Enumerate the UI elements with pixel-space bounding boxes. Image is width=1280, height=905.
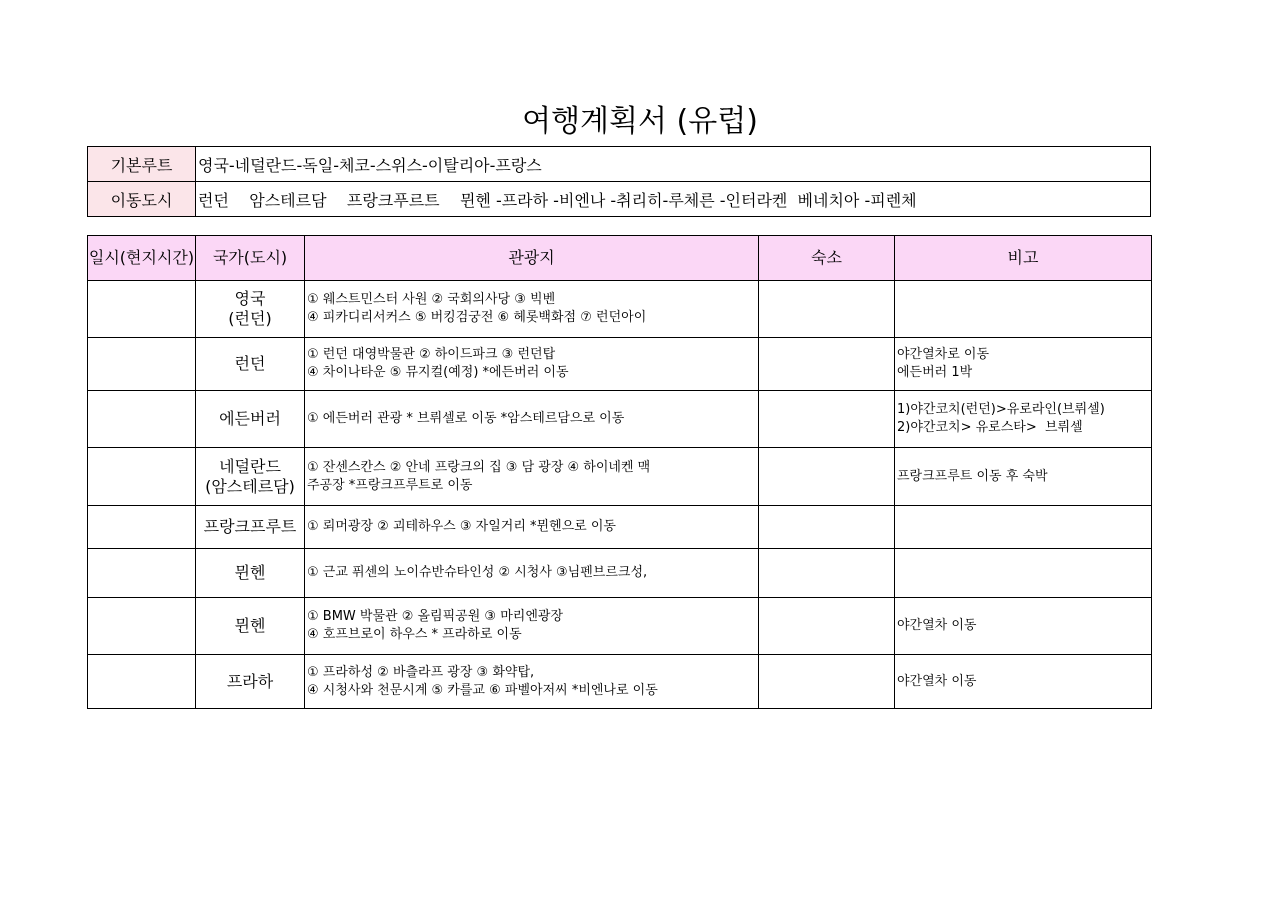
sights-cell: ① BMW 박물관 ② 올림픽공원 ③ 마리엔광장 ④ 호프브로이 하우스 * 프라하로 이동 (305, 598, 759, 655)
country-cell: 뮌헨 (196, 598, 305, 655)
date-cell (88, 549, 196, 598)
date-cell (88, 338, 196, 391)
lodging-cell (759, 448, 895, 506)
notes-cell (895, 506, 1152, 549)
header-country: 국가(도시) (196, 236, 305, 281)
header-lodging: 숙소 (759, 236, 895, 281)
sights-cell: ① 웨스트민스터 사원 ② 국회의사당 ③ 빅벤 ④ 피카디리서커스 ⑤ 버킹검궁전 ⑥ 헤롯백화점 ⑦ 런던아이 (305, 281, 759, 338)
lodging-cell (759, 549, 895, 598)
country-cell: 뮌헨 (196, 549, 305, 598)
table-row (88, 506, 1152, 549)
cities-label: 이동도시 (88, 182, 196, 217)
lodging-cell (759, 338, 895, 391)
table-row (88, 281, 1152, 338)
country-cell: 네덜란드 (암스테르담) (196, 448, 305, 506)
date-cell (88, 598, 196, 655)
table-row (88, 391, 1152, 448)
lodging-cell (759, 506, 895, 549)
notes-cell (895, 549, 1152, 598)
route-row (88, 147, 1151, 182)
cities-row (88, 182, 1151, 217)
lodging-cell (759, 281, 895, 338)
header-sights: 관광지 (305, 236, 759, 281)
lodging-cell (759, 655, 895, 709)
date-cell (88, 655, 196, 709)
table-row (88, 338, 1152, 391)
header-notes: 비고 (895, 236, 1152, 281)
sights-cell: ① 뢰머광장 ② 괴테하우스 ③ 자일거리 *뮌헨으로 이동 (305, 506, 759, 549)
table-row (88, 598, 1152, 655)
date-cell (88, 281, 196, 338)
notes-cell: 1)야간코치(런던)>유로라인(브뤼셀) 2)야간코치> 유로스타> 브뤼셀 (895, 391, 1152, 448)
sights-cell: ① 근교 퓌센의 노이슈반슈타인성 ② 시청사 ③님펜브르크성, (305, 549, 759, 598)
notes-cell: 야간열차로 이동 에든버러 1박 (895, 338, 1152, 391)
table-row (88, 655, 1152, 709)
date-cell (88, 506, 196, 549)
route-label: 기본루트 (88, 147, 196, 182)
date-cell (88, 448, 196, 506)
route-info-table (87, 146, 1151, 217)
route-value: 영국-네덜란드-독일-체코-스위스-이탈리아-프랑스 (196, 147, 1151, 182)
page-title: 여행계획서 (유럽) (522, 104, 758, 139)
country-cell: 프라하 (196, 655, 305, 709)
country-cell: 에든버러 (196, 391, 305, 448)
sights-cell: ① 런던 대영박물관 ② 하이드파크 ③ 런던탑 ④ 차이나타운 ⑤ 뮤지컬(예정) *에든버러 이동 (305, 338, 759, 391)
cities-value: 런던 암스테르담 프랑크푸르트 뮌헨 -프라하 -비엔나 -취리히-루체른 -인터라켄 베네치아 -피렌체 (196, 182, 1151, 217)
notes-cell (895, 281, 1152, 338)
country-cell: 런던 (196, 338, 305, 391)
date-cell (88, 391, 196, 448)
notes-cell: 프랑크프루트 이동 후 숙박 (895, 448, 1152, 506)
table-row (88, 448, 1152, 506)
lodging-cell (759, 598, 895, 655)
sights-cell: ① 잔센스칸스 ② 안네 프랑크의 집 ③ 담 광장 ④ 하이네켄 맥 주공장 *프랑크프루트로 이동 (305, 448, 759, 506)
country-cell: 영국 (런던) (196, 281, 305, 338)
header-date: 일시(현지시간) (88, 236, 196, 281)
notes-cell: 야간열차 이동 (895, 655, 1152, 709)
itinerary-table (87, 235, 1152, 709)
country-cell: 프랑크프루트 (196, 506, 305, 549)
table-row (88, 549, 1152, 598)
lodging-cell (759, 391, 895, 448)
header-row (88, 236, 1152, 281)
sights-cell: ① 에든버러 관광 * 브뤼셀로 이동 *암스테르담으로 이동 (305, 391, 759, 448)
notes-cell: 야간열차 이동 (895, 598, 1152, 655)
sights-cell: ① 프라하성 ② 바츨라프 광장 ③ 화약탑, ④ 시청사와 천문시계 ⑤ 카를교 ⑥ 파벨아저씨 *비엔나로 이동 (305, 655, 759, 709)
